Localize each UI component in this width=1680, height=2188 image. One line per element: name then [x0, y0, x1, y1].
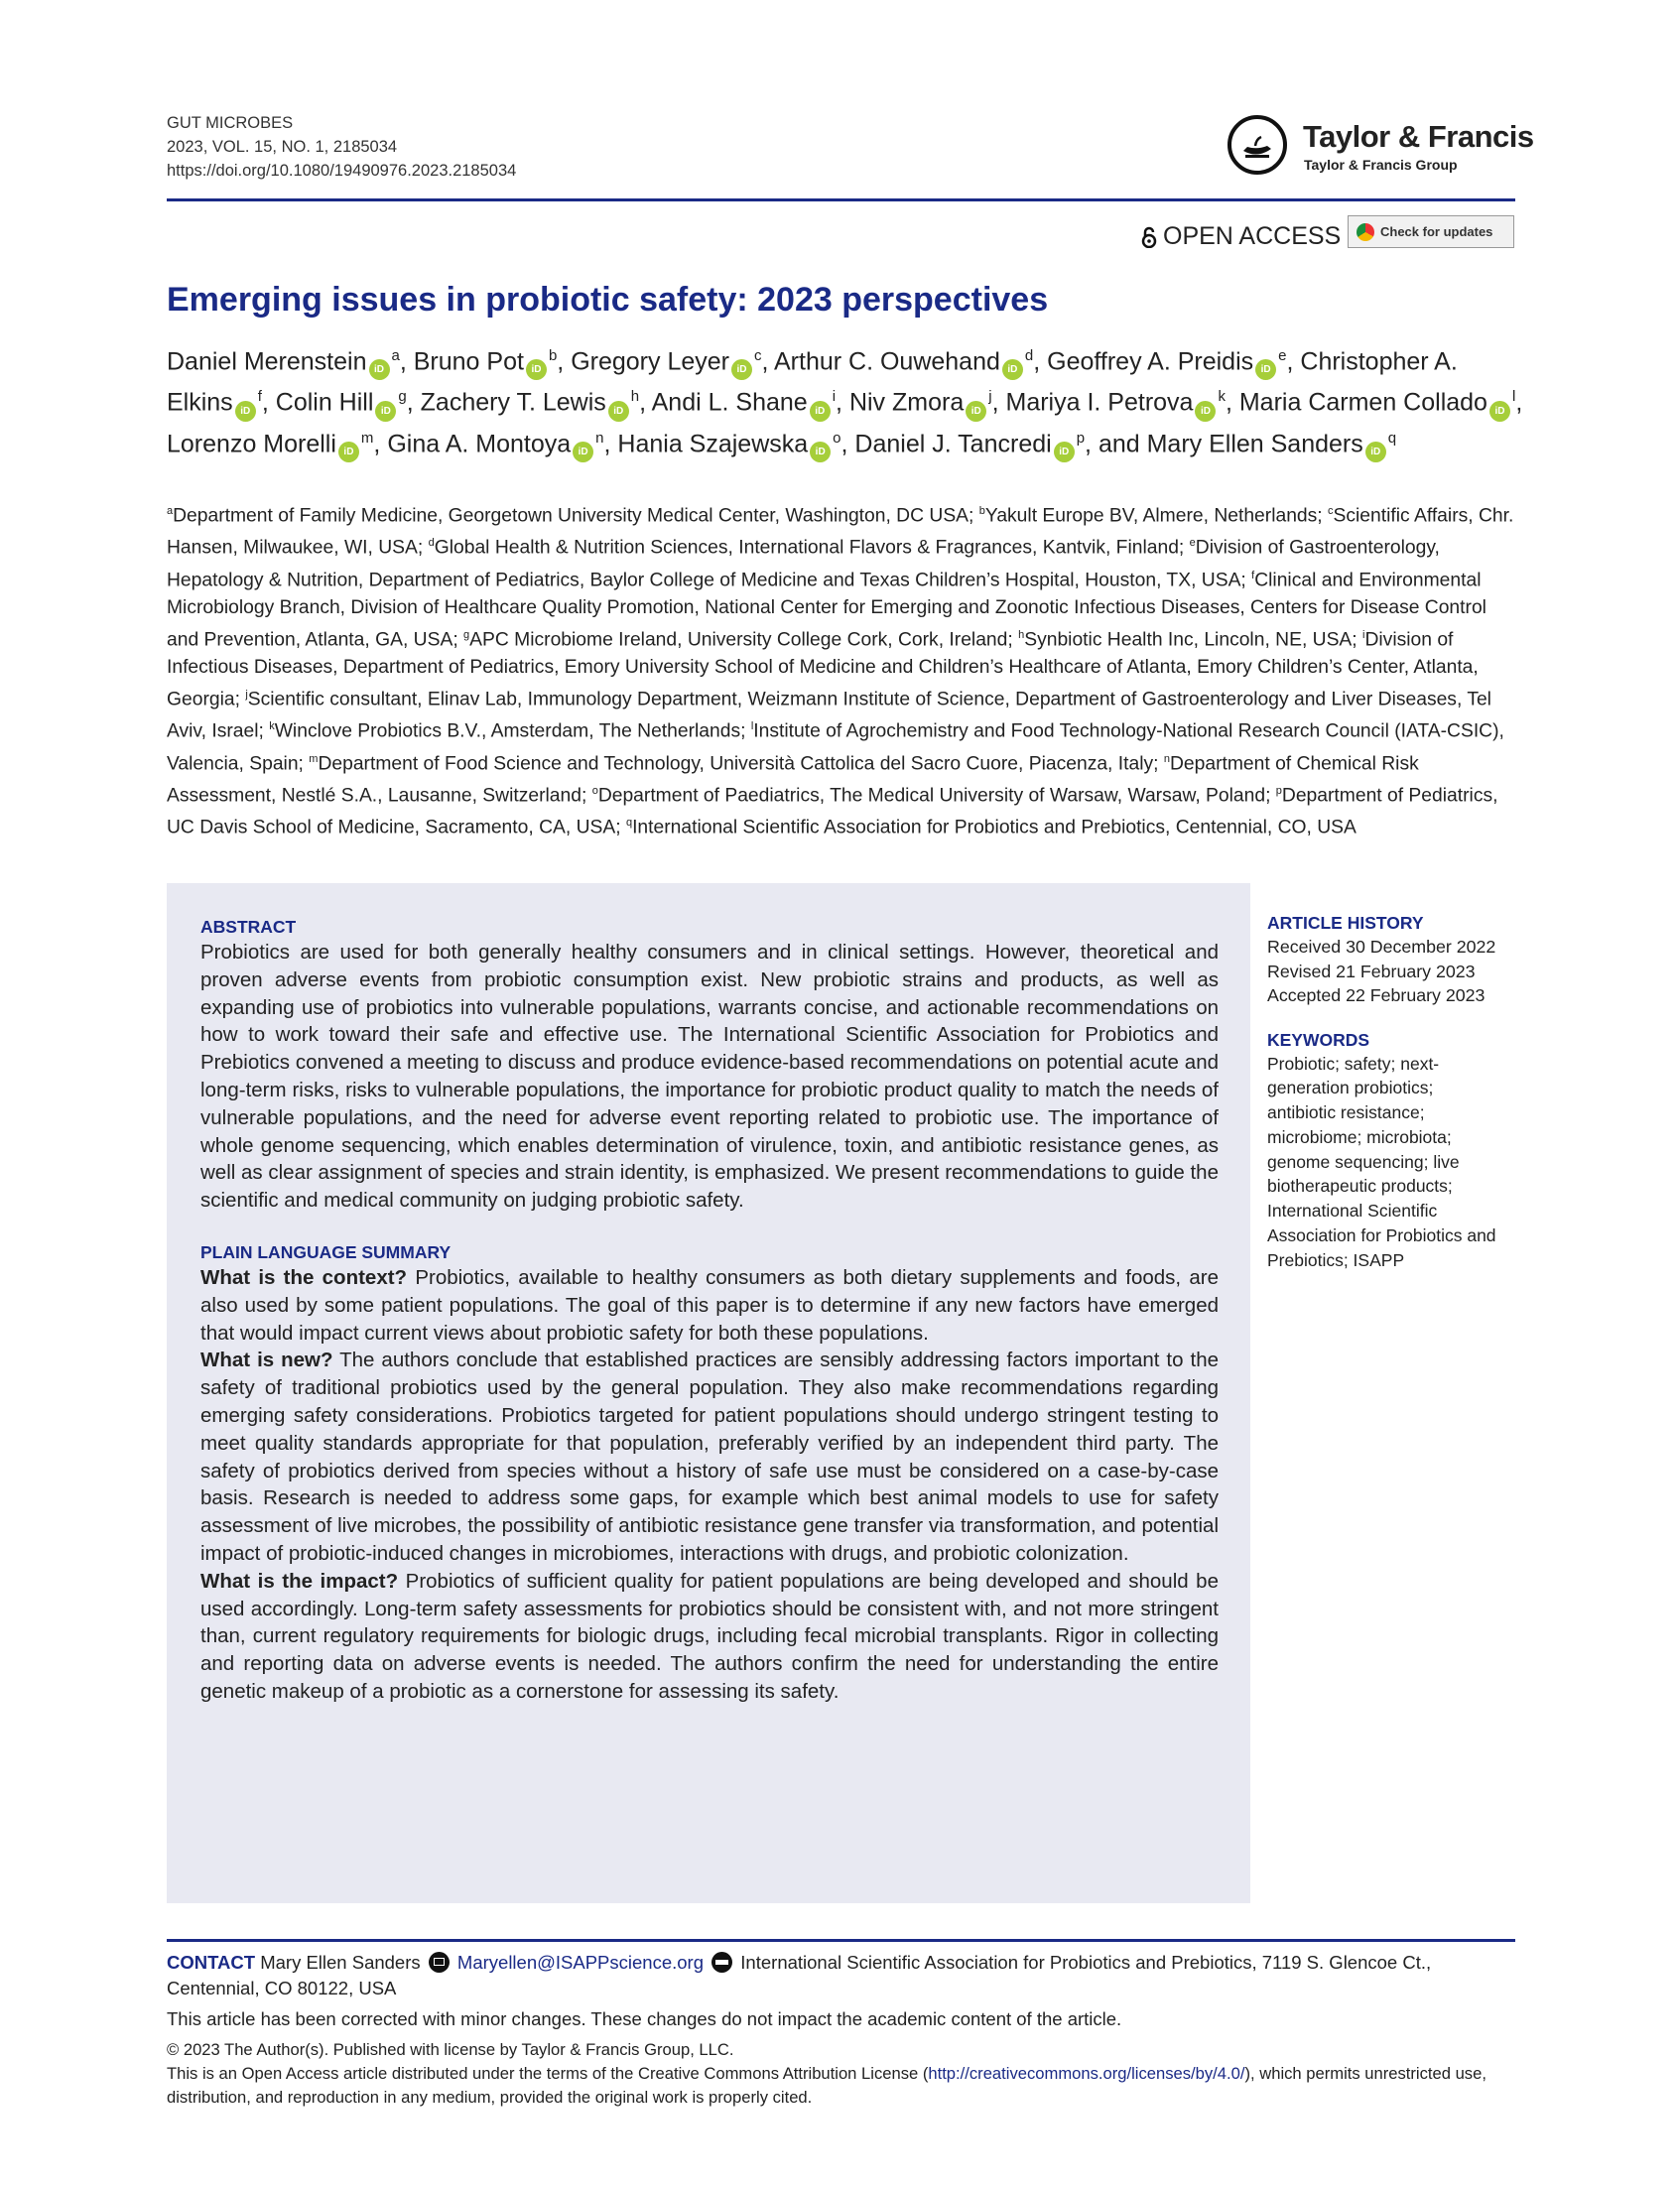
license-pre: This is an Open Access article distributed under the terms of the Creative Commons Attribution License ( [167, 2064, 929, 2083]
orcid-icon[interactable]: iD [1365, 442, 1386, 462]
affiliation-mark: n [1163, 752, 1170, 765]
affiliation-mark: p [1275, 785, 1282, 798]
author-affiliation-mark: j [988, 388, 992, 406]
author-name: Arthur C. Ouwehand [774, 347, 1000, 376]
copyright-block [167, 2038, 1536, 2110]
summary-impact [200, 1568, 1219, 1706]
author-name: Mariya I. Petrova [1005, 388, 1194, 417]
history-received: Received 30 December 2022 [1267, 937, 1496, 957]
author-separator: , [1085, 429, 1098, 457]
orcid-icon[interactable]: iD [608, 401, 629, 422]
open-lock-icon [1141, 226, 1157, 248]
author-name: Maria Carmen Collado [1238, 388, 1487, 417]
orcid-icon[interactable]: iD [526, 359, 547, 380]
open-access-label: OPEN ACCESS [1163, 222, 1342, 250]
affiliation-text: APC Microbiome Ireland, University College Cork, Cork, Ireland; [469, 629, 1019, 651]
author-separator: , [1515, 388, 1523, 417]
license-post: ), which permits unrestricted use, distribution, and reproduction in any medium, provided the original work is properly cited. [167, 2064, 1486, 2107]
contact-name: Mary Ellen Sanders [255, 1952, 426, 1973]
orcid-icon[interactable]: iD [731, 359, 752, 380]
author-name: Zachery T. Lewis [420, 388, 606, 417]
affiliation-text: Department of Food Science and Technology, Università Cattolica del Sacro Cuore, Piacenza, Italy; [318, 753, 1164, 775]
abstract-box [167, 883, 1250, 1903]
summary-new-text: The authors conclude that established practices are sensibly addressing factors important to the safety of traditional probiotics used by the general population. They also make recommendations regarding emerging safety considerations. Probiotics targeted for patient populations should undergo stringent testing to meet quality standards appropriate for that population, preferably verified by an independent third party. The safety of probiotics derived from species without a history of safe use must be considered on a case-by-case basis. Research is needed to address some gaps, for example which best animal models to use for safety assessment of live microbes, the possibility of antibiotic resistance gene transfer via transformation, and potential impact of probiotic-induced changes in microbiomes, interactions with drugs, and probiotic colonization. [200, 1349, 1219, 1565]
author-separator: , [557, 347, 572, 376]
author-affiliation-mark: f [257, 388, 262, 406]
affiliation-text: Scientific consultant, Elinav Lab, Immunology Department, Weizmann Institute of Science, Department of Gastroenterology and Liver Diseases, Tel Aviv, Israel; [167, 689, 1491, 742]
affiliation-text: Global Health & Nutrition Sciences, International Flavors & Fragrances, Kantvik, Finland; [434, 537, 1190, 559]
author-separator: , [991, 388, 1006, 417]
author-affiliation-mark: b [548, 347, 558, 364]
affiliation-mark: e [1189, 537, 1196, 550]
author-affiliation-mark: g [398, 388, 407, 406]
author-separator: , [840, 429, 855, 457]
institution-icon [711, 1952, 732, 1973]
affiliation-mark: o [591, 785, 598, 798]
author-affiliation-mark: i [832, 388, 837, 406]
check-updates-label: Check for updates [1380, 224, 1493, 239]
affiliation-mark: k [269, 720, 275, 733]
article-sidebar [1267, 911, 1525, 1273]
email-icon [429, 1952, 450, 1973]
summary-impact-label: What is the impact? [200, 1569, 399, 1593]
affiliation-mark: f [1251, 569, 1255, 581]
affiliation-text: Division of Gastroenterology, Hepatology & Nutrition, Department of Pediatrics, Baylor College of Medicine and Texas Children’s Hospital, Houston, TX, USA; [167, 537, 1440, 591]
article-title: Emerging issues in probiotic safety: 2023 perspectives [167, 281, 1049, 319]
affiliation-text: Department of Chemical Risk Assessment, Nestlé S.A., Lausanne, Switzerland; [167, 753, 1419, 807]
author-affiliation-mark: q [1387, 429, 1397, 447]
affiliation-mark: g [463, 628, 470, 641]
affiliation-mark: d [428, 537, 435, 550]
affiliation-mark: i [1362, 628, 1365, 641]
author-separator: , [603, 429, 618, 457]
affiliation-text: International Scientific Association for Probiotics and Prebiotics, Centennial, CO, USA [632, 817, 1357, 838]
author-name: Hania Szajewska [617, 429, 809, 457]
keywords-heading: KEYWORDS [1267, 1029, 1370, 1050]
orcid-icon[interactable]: iD [1195, 401, 1216, 422]
author-name: Gina A. Montoya [387, 429, 572, 457]
summary-new-label: What is new? [200, 1349, 333, 1372]
orcid-icon[interactable]: iD [573, 442, 593, 462]
orcid-icon[interactable]: iD [369, 359, 390, 380]
author-affiliation-mark: a [391, 347, 400, 364]
affiliation-mark: l [750, 720, 754, 733]
contact-info [167, 1950, 1516, 2001]
author-separator: , [261, 388, 276, 417]
orcid-icon[interactable]: iD [1255, 359, 1276, 380]
orcid-icon[interactable]: iD [235, 401, 256, 422]
affiliation-text: Synbiotic Health Inc, Lincoln, NE, USA; [1024, 629, 1363, 651]
open-access-badge [1141, 222, 1341, 251]
history-heading: ARTICLE HISTORY [1267, 913, 1424, 933]
check-updates-button[interactable] [1348, 215, 1514, 248]
contact-email-link[interactable]: Maryellen@ISAPPscience.org [456, 1952, 705, 1973]
author-affiliation-mark: l [1511, 388, 1516, 406]
author-affiliation-mark: p [1076, 429, 1086, 447]
summary-new [200, 1347, 1219, 1567]
history-accepted: Accepted 22 February 2023 [1267, 985, 1486, 1005]
author-affiliation-mark: c [753, 347, 762, 364]
affiliation-mark: b [978, 505, 985, 517]
contact-address: International Scientific Association for Probiotics and Prebiotics, 7119 S. Glencoe Ct., Centennial, CO 80122, USA [167, 1952, 1432, 1998]
affiliation-text: Yakult Europe BV, Almere, Netherlands; [984, 505, 1329, 527]
author-name: Christopher A. Elkins [167, 347, 1458, 417]
header-divider [167, 198, 1515, 201]
author-separator: , [406, 388, 421, 417]
author-separator: , [399, 347, 414, 376]
affiliation-text: Clinical and Environmental Microbiology Branch, Division of Healthcare Quality Promotion, National Center for Emerging and Zoonotic Infectious Diseases, Centers for Disease Control and Prevention, Atlanta, GA, USA; [167, 570, 1486, 651]
author-name: Bruno Pot [413, 347, 524, 376]
summary-context [200, 1264, 1219, 1347]
author-affiliation-mark: k [1218, 388, 1226, 406]
orcid-icon[interactable]: iD [810, 401, 831, 422]
author-affiliation-mark: d [1024, 347, 1034, 364]
journal-volume: 2023, VOL. 15, NO. 1, 2185034 [167, 138, 398, 156]
affiliation-text: Winclove Probiotics B.V., Amsterdam, The Netherlands; [274, 720, 751, 742]
journal-doi[interactable]: https://doi.org/10.1080/19490976.2023.2185034 [167, 162, 517, 180]
author-name: Daniel Merenstein [167, 347, 367, 376]
author-name: Lorenzo Morelli [167, 429, 336, 457]
author-list [167, 339, 1526, 462]
author-affiliation-mark: m [360, 429, 374, 447]
abstract-heading: ABSTRACT [200, 917, 297, 937]
summary-context-label: What is the context? [200, 1265, 408, 1289]
affiliation-text: Department of Family Medicine, Georgetown University Medical Center, Washington, DC USA; [173, 505, 979, 527]
orcid-icon[interactable]: iD [810, 442, 831, 462]
affiliation-mark: m [309, 752, 319, 765]
keywords-text: Probiotic; safety; next-generation probiotics; antibiotic resistance; microbiome; microbiota; genome sequencing; live biotherapeutic products; International Scientific Association for Probiotics and Prebiotics; ISAPP [1267, 1053, 1496, 1270]
publisher-logo [1228, 115, 1534, 181]
affiliation-mark: q [625, 817, 633, 830]
abstract-text: Probiotics are used for both generally healthy consumers and in clinical settings. However, theoretical and proven adverse events from probiotic consumption exist. New probiotic strains and products, as well as expanding use of probiotics into vulnerable populations, warrants concise, and actionable recommendations on how to work toward their safe and effective use. The International Scientific Association for Probiotics and Prebiotics convened a meeting to discuss and produce evidence-based recommendations on potential acute and long-term risks, risks to vulnerable populations, the importance for probiotic product quality to match the needs of vulnerable populations, and the need for adverse event reporting related to probiotic use. The importance of whole genome sequencing, which enables determination of virulence, toxin, and antibiotic resistance genes, as well as clear assignment of species and strain identity, is emphasized. We present recommendations to guide the scientific and medical community on judging probiotic safety. [200, 941, 1219, 1213]
author-name: Geoffrey A. Preidis [1047, 347, 1254, 376]
affiliation-text: Scientific Affairs, Chr. Hansen, Milwaukee, WI, USA; [167, 505, 1514, 559]
footer-divider [167, 1939, 1515, 1942]
author-separator: , [836, 388, 849, 417]
author-name: Niv Zmora [848, 388, 965, 417]
author-separator: , [639, 388, 652, 417]
author-affiliation-mark: n [595, 429, 604, 447]
summary-context-text: Probiotics, available to healthy consumers as both dietary supplements and foods, are also used by some patient populations. The goal of this paper is to determine if any new factors have emerged that would impact current views about probiotic safety for both these populations. [200, 1265, 1219, 1345]
orcid-icon[interactable]: iD [338, 442, 359, 462]
crossmark-icon [1357, 223, 1374, 241]
author-affiliation-mark: h [630, 388, 640, 406]
author-name: Daniel J. Tancredi [854, 429, 1052, 457]
affiliation-mark: h [1018, 628, 1025, 641]
license-text [167, 2062, 1536, 2110]
journal-name: GUT MICROBES [167, 114, 294, 132]
affiliation-text: Institute of Agrochemistry and Food Technology-National Research Council (IATA-CSIC), Valencia, Spain; [167, 720, 1504, 775]
affiliations [167, 498, 1518, 842]
author-separator: , [761, 347, 774, 376]
summary-impact-text: Probiotics of sufficient quality for patient populations are being developed and should be used accordingly. Long-term safety assessments for probiotics should be consistent with, and not more stringent than, current regulatory requirements for biologic drugs, including fecal microbial transplants. Rigor in collecting and reporting data on adverse events is needed. The authors confirm the need for understanding the entire genetic makeup of a probiotic as a cornerstone for assessing its safety. [200, 1569, 1219, 1703]
orcid-icon[interactable]: iD [375, 401, 396, 422]
author-name: Gregory Leyer [571, 347, 729, 376]
affiliation-mark: c [1328, 505, 1334, 517]
correction-note: This article has been corrected with minor changes. These changes do not impact the academic content of the article. [167, 2008, 1122, 2029]
author-separator: , [373, 429, 388, 457]
publisher-name: Taylor & Francis [1303, 119, 1534, 154]
affiliation-mark: a [167, 505, 174, 517]
orcid-icon[interactable]: iD [966, 401, 986, 422]
author-separator: , [1225, 388, 1239, 417]
plain-summary-heading: PLAIN LANGUAGE SUMMARY [200, 1241, 452, 1262]
orcid-icon[interactable]: iD [1054, 442, 1075, 462]
affiliation-text: Department of Paediatrics, The Medical University of Warsaw, Warsaw, Poland; [597, 785, 1276, 807]
journal-info [167, 111, 516, 183]
author-separator: , [1033, 347, 1048, 376]
author-affiliation-mark: e [1278, 347, 1287, 364]
history-revised: Revised 21 February 2023 [1267, 961, 1476, 981]
publisher-group: Taylor & Francis Group [1304, 157, 1458, 173]
author-name: Andi L. Shane [651, 388, 808, 417]
contact-label: CONTACT [167, 1952, 256, 1973]
affiliation-text: Division of Infectious Diseases, Department of Pediatrics, Emory University School of Medicine and Children’s Healthcare of Atlanta, Emory Children’s Center, Atlanta, Georgia; [167, 629, 1479, 710]
orcid-icon[interactable]: iD [1489, 401, 1510, 422]
affiliation-mark: j [245, 689, 248, 702]
author-name: Colin Hill [275, 388, 374, 417]
license-link[interactable]: http://creativecommons.org/licenses/by/4.0/ [928, 2064, 1245, 2083]
author-name: and Mary Ellen Sanders [1098, 429, 1363, 457]
copyright-line: © 2023 The Author(s). Published with license by Taylor & Francis Group, LLC. [167, 2040, 734, 2059]
orcid-icon[interactable]: iD [1002, 359, 1023, 380]
taylor-francis-lamp-icon [1228, 115, 1287, 175]
affiliation-text: Department of Pediatrics, UC Davis School of Medicine, Sacramento, CA, USA; [167, 785, 1498, 838]
author-affiliation-mark: o [833, 429, 841, 447]
author-separator: , [1286, 347, 1301, 376]
